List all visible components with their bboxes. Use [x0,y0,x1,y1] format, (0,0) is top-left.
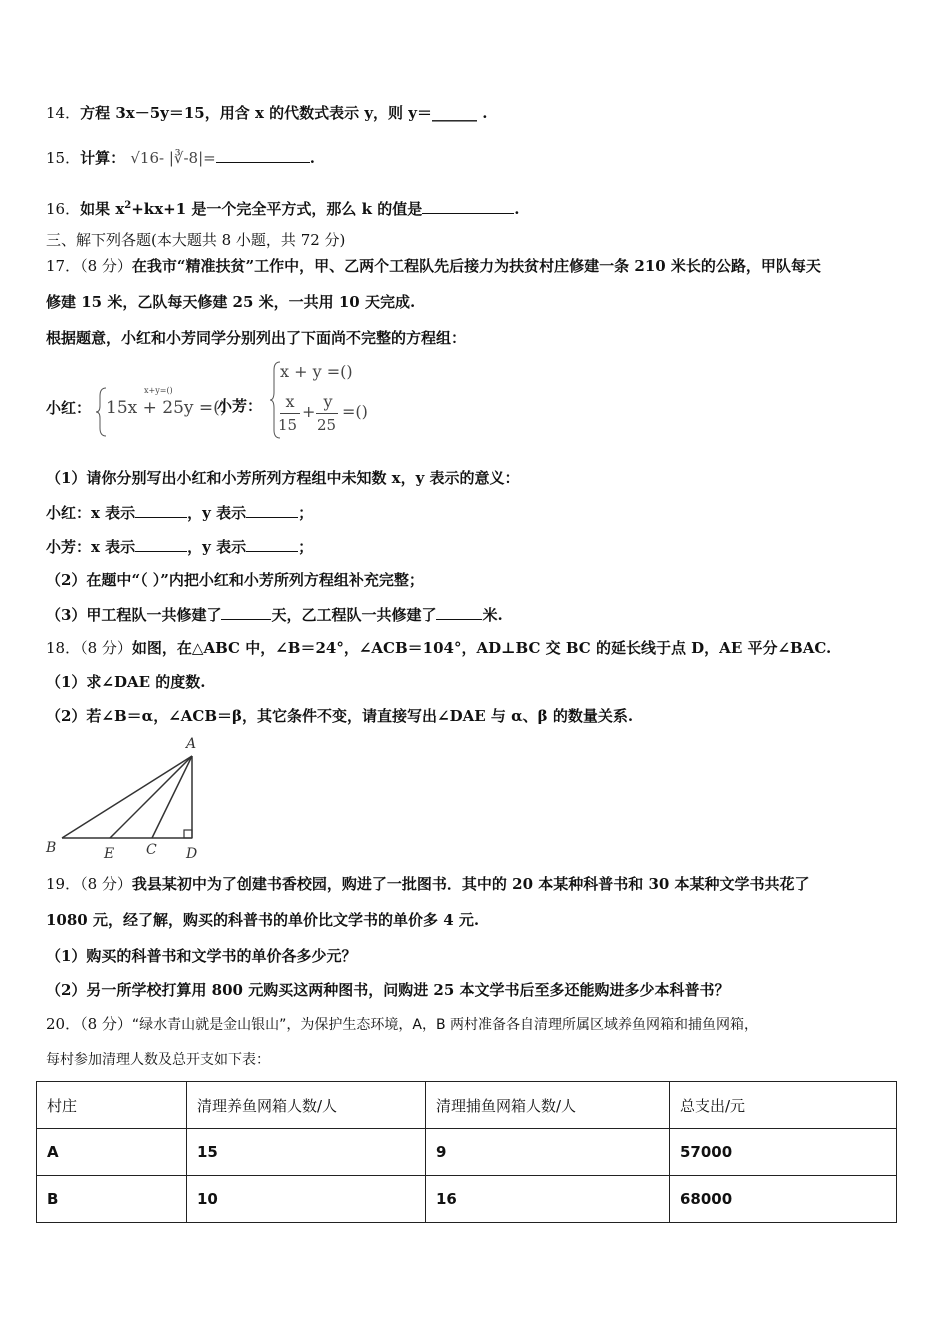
xiaohong-label: 小红： [46,399,92,417]
question-17-line3: 根据题意，小红和小芳同学分别列出了下面尚不完整的方程组： [46,329,467,347]
xiaofang-eq1: x + y =() [280,362,353,381]
xiaohong-eq2: 15x + 25y =() [106,398,227,418]
table-cell: 15 [187,1129,426,1176]
table-header-row [37,1082,897,1129]
brace-icon [96,388,106,436]
question-text: 计算： [80,149,126,167]
question-number: 16． [46,200,81,218]
question-number: 15． [46,149,81,167]
fraction-x: x [285,392,295,411]
question-17: 17．（8 分）在我市“精准扶贫”工作中，甲、乙两个工程队先后接力为扶贫村庄修建一条 210 米长的公路，甲队每天 [46,257,821,275]
label-e: E [104,846,115,862]
table-row [37,1129,897,1176]
table-cell: 9 [426,1129,670,1176]
right-angle-mark [184,830,192,838]
label-c: C [146,842,157,858]
expression: √16- |∛-8|= [130,149,216,167]
question-text: 方程 3x－5y＝15，用含 x 的代数式表示 y，则 y＝ [80,104,432,122]
question-text: 如果 x [80,200,125,218]
question-20-line2: 每村参加清理人数及总开支如下表： [46,1052,270,1068]
question-16: 16．如果 $x^2+kx+1$ 是一个完全平方式，那么 k 的值是 . [46,200,520,218]
section-heading: 三、解下列各题(本大题共 8 小题，共 72 分) [46,231,346,249]
answer-blank [422,198,514,214]
table-cell: 57000 [670,1129,897,1176]
table-cell: 10 [187,1176,426,1223]
table-header-cell: 清理捕鱼网箱人数/人 [426,1082,670,1129]
expense-table [36,1081,897,1223]
table-cell: 16 [426,1176,670,1223]
label-d: D [186,846,198,862]
question-number: 20． [46,1015,81,1033]
question-17-part1b: 小芳：x 表示 ，y 表示 ； [46,538,314,556]
segment-ae [110,756,192,838]
label-b: B [46,840,57,856]
question-20: 20．（8 分）“绿水青山就是金山银山”，为保护生态环境，A，B 两村准备各自清理所属区域养鱼网箱和捕鱼网箱， [46,1015,759,1033]
question-18-part2: （2）若∠B＝α，∠ACB＝β，其它条件不变，请直接写出∠DAE 与 α、β 的数量关系. [46,707,634,725]
table-row [37,1176,897,1223]
question-19-part1: （1）购买的科普书和文学书的单价各多少元？ [46,947,357,965]
table-cell: B [37,1176,187,1223]
score-label: （8 分） [80,1015,132,1033]
answer-blank [216,147,310,163]
question-number: 14． [46,104,81,122]
table-cell: 68000 [670,1176,897,1223]
triangle-figure [40,734,210,864]
question-17-part1a: 小红：x 表示 ，y 表示 ； [46,504,314,522]
fraction-bar [280,413,300,414]
question-number: 18． [46,639,81,657]
xiaohong-eq1: x+y=() [144,386,173,395]
score-label: （8 分） [80,257,132,275]
question-17-part1: （1）请你分别写出小红和小芳所列方程组中未知数 x，y 表示的意义： [46,469,520,487]
score-label: （8 分） [80,639,132,657]
question-14: 14．方程 3x－5y＝15，用含 x 的代数式表示 y，则 y＝______ . [46,104,488,122]
question-17-line2: 修建 15 米，乙队每天修建 25 米，一共用 10 天完成. [46,293,416,311]
score-label: （8 分） [80,875,132,893]
question-number: 17． [46,257,81,275]
table-header-cell: 清理养鱼网箱人数/人 [187,1082,426,1129]
table-header-cell: 村庄 [37,1082,187,1129]
fraction-bar [316,413,338,414]
fraction-y: y [323,392,333,411]
table-cell: A [37,1129,187,1176]
question-18-part1: （1）求∠DAE 的度数. [46,673,206,691]
question-18: 18．（8 分）如图，在△ABC 中，∠B＝24°，∠ACB＝104°，AD⊥BC 交 BC 的延长线于点 D，AE 平分∠BAC. [46,639,832,657]
table-header-cell: 总支出/元 [670,1082,897,1129]
exam-page: 14．方程 3x－5y＝15，用含 x 的代数式表示 y，则 y＝______ . 15．计算： √16- |∛-8|= . 16．如果 $x^2+kx+1$ 是一个完全平方式，那么 k 的值是 . 三、解下列各题(本大题共 8 小题，共 72 分) 17．（8 分）在我市“精准扶贫”工作中，甲、乙两个工程队先后接力为扶贫村庄修建一条 210 米长的公路，甲队每天 修建 15 米，乙队每天修建 25 米，一共用 10 天完成. 根据题意，小红和小芳同学分别列出了下面尚不完整的方程组： 小红： x+y=() 15x + 25y =() 小芳： x + y =() x 15 + y 25 =() （1）请你分别写出小红和小芳所列方程组中未知数 x，y 表示的意义： 小红：x 表示 ，y 表示 ； 小芳：x 表示 ，y 表示 ； （2）在题中“（ ）”内把小红和小芳所列方程组补充完整； （3）甲工程队一共修建了 天，乙工程队一共修建了 米. 18．（8 分）如图，在△ABC 中，∠B＝24°，∠ACB＝104°，AD⊥BC 交 BC 的延长线于点 D，AE 平分∠BAC. （1）求∠DAE 的度数. （2）若∠B＝α，∠ACB＝β，其它条件不变，请直接写出∠DAE 与 α、β 的数量关系. A B E C D 19．（8 分）我县某初中为了创建书香校园，购进了一批图书．其中的 20 本某种科普书和 30 本某种文学书共花了 1080 元，经了解，购买的科普书的单价比文学书的单价多 4 元. （1）购买的科普书和文学书的单价各多少元？ （2）另一所学校打算用 800 元购买这两种图书，问购进 25 本文学书后至多还能购进多少本科普书？ 20．（8 分）“绿水青山就是金山银山”，为保护生态环境，A，B 两村准备各自清理所属区域养鱼网箱和捕鱼网箱， 每村参加清理人数及总开支如下表： 村庄 清理养鱼网箱人数/人 清理捕鱼网箱人数/人 总支出/元 A 15 9 57000 B 10 16 68000 [0,0,950,1344]
question-19-line2: 1080 元，经了解，购买的科普书的单价比文学书的单价多 4 元. [46,911,480,929]
answer-blank: ______ [432,104,477,122]
question-number: 19． [46,875,81,893]
question-17-part2: （2）在题中“（ ）”内把小红和小芳所列方程组补充完整； [46,571,424,589]
question-17-part3: （3）甲工程队一共修建了 天，乙工程队一共修建了 米. [46,606,503,624]
label-a: A [186,736,197,752]
xiaofang-label: 小芳： [217,397,263,415]
question-19-part2: （2）另一所学校打算用 800 元购买这两种图书，问购进 25 本文学书后至多还能购进多少本科普书？ [46,981,730,999]
question-15: 15．计算： √16- |∛-8|= . [46,149,315,167]
question-19: 19．（8 分）我县某初中为了创建书香校园，购进了一批图书．其中的 20 本某种科普书和 30 本某种文学书共花了 [46,875,810,893]
